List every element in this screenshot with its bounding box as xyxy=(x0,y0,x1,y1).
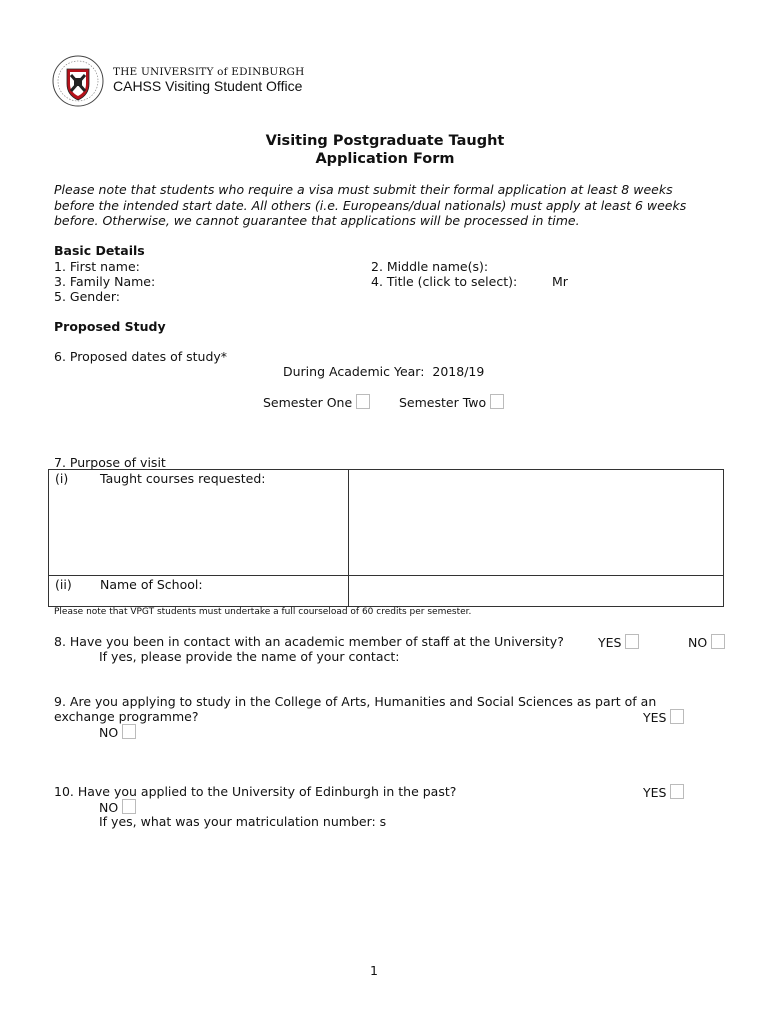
q8-no-checkbox[interactable] xyxy=(711,634,725,649)
q9-no-option xyxy=(99,724,136,740)
academic-year-text: During Academic Year: xyxy=(283,364,425,379)
q8-yes-checkbox[interactable] xyxy=(625,634,639,649)
purpose-of-visit-label: 7. Purpose of visit xyxy=(54,455,166,470)
basic-details-heading: Basic Details xyxy=(54,243,145,258)
q10-yes-label: YES xyxy=(643,785,667,800)
q8-question: 8. Have you been in contact with an academic member of staff at the University? xyxy=(54,634,564,649)
semester-two-label: Semester Two xyxy=(399,395,487,410)
gender-field[interactable]: 5. Gender: xyxy=(54,289,120,304)
q9-question-line1: 9. Are you applying to study in the College of Arts, Humanities and Social Sciences as part of an xyxy=(54,694,657,709)
q8-yes-option xyxy=(598,634,639,650)
q9-yes-option xyxy=(643,709,684,725)
proposed-study-heading: Proposed Study xyxy=(54,319,166,334)
row-number: (ii) xyxy=(55,577,72,592)
row-number: (i) xyxy=(55,471,69,486)
school-name-label: Name of School: xyxy=(100,577,203,592)
q9-question-line2: exchange programme? xyxy=(54,709,199,724)
q10-yes-option xyxy=(643,784,684,800)
q8-followup: If yes, please provide the name of your contact: xyxy=(99,649,400,664)
visa-notice: Please note that students who require a visa must submit their formal application at least 8 weeks before the intended start date. All others (i.e. Europeans/dual nationals) must apply at least 6 weeks before. Otherwise, we cannot guarantee that applications will be processed in time. xyxy=(54,182,687,228)
q9-no-checkbox[interactable] xyxy=(122,724,136,739)
university-crest-icon xyxy=(52,55,104,107)
academic-year-value: 2018/19 xyxy=(432,364,485,379)
form-title-line2: Application Form xyxy=(315,151,455,167)
purpose-table xyxy=(48,469,724,607)
q10-yes-checkbox[interactable] xyxy=(670,784,684,799)
page-number: 1 xyxy=(370,963,378,978)
family-name-field[interactable]: 3. Family Name: xyxy=(54,274,156,289)
office-name: CAHSS Visiting Student Office xyxy=(113,78,303,94)
school-name-input[interactable] xyxy=(349,576,723,606)
q10-no-checkbox[interactable] xyxy=(122,799,136,814)
q8-no-label: NO xyxy=(688,635,708,650)
q10-no-option xyxy=(99,799,136,815)
q10-followup: If yes, what was your matriculation number: s xyxy=(99,814,387,829)
q9-no-label: NO xyxy=(99,725,119,740)
semester-one-option xyxy=(263,394,370,410)
middle-name-field[interactable]: 2. Middle name(s): xyxy=(371,259,489,274)
q9-yes-checkbox[interactable] xyxy=(670,709,684,724)
q9-yes-label: YES xyxy=(643,710,667,725)
taught-courses-input[interactable] xyxy=(349,470,723,575)
semester-one-checkbox[interactable] xyxy=(356,394,370,409)
dates-of-study-label: 6. Proposed dates of study* xyxy=(54,349,228,364)
university-name: THE UNIVERSITY of EDINBURGH xyxy=(113,66,305,78)
q10-no-label: NO xyxy=(99,800,119,815)
semester-one-label: Semester One xyxy=(263,395,353,410)
q8-yes-label: YES xyxy=(598,635,622,650)
courseload-note: Please note that VPGT students must undertake a full courseload of 60 credits per semester. xyxy=(54,607,472,617)
academic-year-label xyxy=(283,364,484,379)
q10-question: 10. Have you applied to the University of Edinburgh in the past? xyxy=(54,784,457,799)
title-select[interactable]: Mr xyxy=(552,274,568,289)
title-select-label: 4. Title (click to select): xyxy=(371,274,518,289)
taught-courses-label: Taught courses requested: xyxy=(100,471,266,486)
semester-two-option xyxy=(399,394,504,410)
q8-no-option xyxy=(688,634,725,650)
first-name-field[interactable]: 1. First name: xyxy=(54,259,140,274)
form-title-line1: Visiting Postgraduate Taught xyxy=(265,133,505,149)
semester-two-checkbox[interactable] xyxy=(490,394,504,409)
